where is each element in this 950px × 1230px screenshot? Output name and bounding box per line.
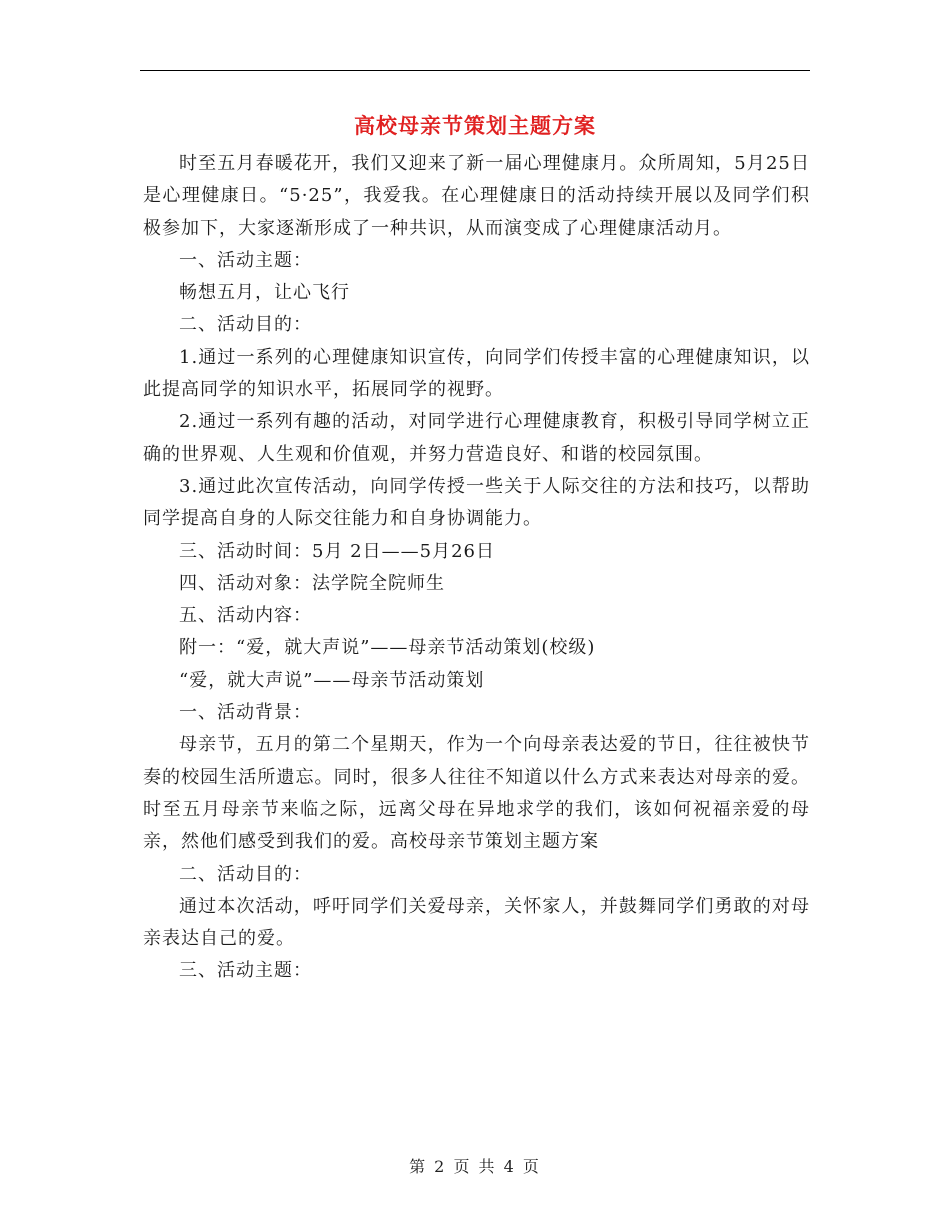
paragraph: 四、活动对象：法学院全院师生 bbox=[179, 572, 445, 594]
page-number: 第 2 页 共 4 页 bbox=[409, 1157, 541, 1176]
paragraph: 三、活动时间：5月 2日——5月26日 bbox=[179, 540, 495, 562]
paragraph: 二、活动目的： bbox=[179, 314, 312, 336]
paragraph: 三、活动主题： bbox=[179, 960, 312, 982]
paragraph: 2.通过一系列有趣的活动，对同学进行心理健康教育，积极引导同学树立正确的世界观、人生观和价值观，并努力营造良好、和谐的校园氛围。 bbox=[143, 411, 810, 465]
paragraph: 母亲节，五月的第二个星期天，作为一个向母亲表达爱的节日，往往被快节奏的校园生活所遗忘。同时，很多人往往不知道以什么方式来表达对母亲的爱。时至五月母亲节来临之际，远离父母在异地求学的我们，该如何祝福亲爱的母亲，然他们感受到我们的爱。高校母亲节策划主题方案 bbox=[143, 734, 810, 853]
paragraph: 通过本次活动，呼吁同学们关爱母亲，关怀家人，并鼓舞同学们勇敢的对母亲表达自己的爱。 bbox=[143, 895, 810, 950]
document-body bbox=[143, 148, 810, 988]
paragraph: 五、活动内容： bbox=[179, 605, 312, 627]
paragraph: 3.通过此次宣传活动，向同学传授一些关于人际交往的方法和技巧，以帮助同学提高自身的人际交往能力和自身协调能力。 bbox=[143, 475, 810, 530]
paragraph: 1.通过一系列的心理健康知识宣传，向同学们传授丰富的心理健康知识，以此提高同学的知识水平，拓展同学的视野。 bbox=[143, 346, 810, 401]
paragraph: 一、活动背景： bbox=[179, 702, 312, 724]
paragraph: 二、活动目的： bbox=[179, 863, 312, 885]
header-rule bbox=[140, 70, 810, 71]
paragraph: 一、活动主题： bbox=[179, 249, 312, 271]
paragraph: 畅想五月，让心飞行 bbox=[179, 282, 350, 304]
document-title: 高校母亲节策划主题方案 bbox=[354, 113, 596, 138]
paragraph: 附一：“爱，就大声说”——母亲节活动策划(校级) bbox=[179, 637, 596, 659]
paragraph: 时至五月春暖花开，我们又迎来了新一届心理健康月。众所周知，5月25日是心理健康日。“5·25”，我爱我。在心理健康日的活动持续开展以及同学们积极参加下，大家逐渐形成了一种共识，从而演变成了心理健康活动月。 bbox=[143, 153, 810, 239]
paragraph: “爱，就大声说”——母亲节活动策划 bbox=[179, 669, 485, 691]
